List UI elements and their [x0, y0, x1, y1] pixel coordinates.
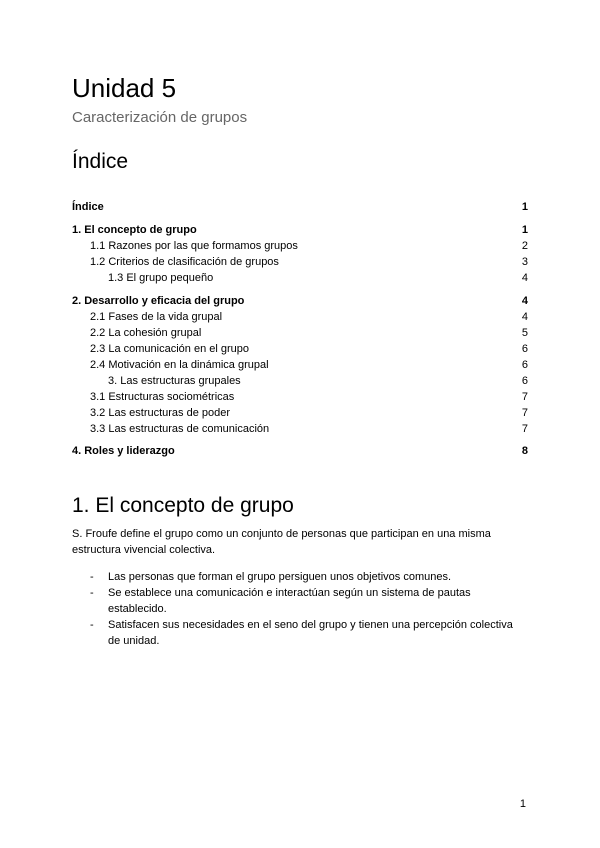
toc-entry-label: 4. Roles y liderazgo [72, 445, 175, 457]
toc-entry-page: 4 [521, 272, 528, 284]
index-heading: Índice [72, 150, 129, 173]
bullet-text: Satisfacen sus necesidades en el seno del grupo y tienen una percepción colectiva de unidad. [108, 619, 513, 647]
toc-entry-label: 1.1 Razones por las que formamos grupos [90, 240, 298, 252]
toc-entry-label: 3. Las estructuras grupales [108, 375, 241, 387]
toc-entry-label: 2.1 Fases de la vida grupal [90, 311, 223, 323]
toc-entry[interactable] [72, 199, 528, 215]
toc-entry-page: 5 [521, 327, 528, 339]
toc-entry-label: Índice [72, 201, 104, 213]
toc-entry-label: 3.2 Las estructuras de poder [90, 407, 231, 419]
toc-entry[interactable] [72, 238, 528, 254]
toc-entry-label: 2. Desarrollo y eficacia del grupo [72, 295, 245, 307]
bullet-item [72, 617, 528, 649]
toc-entry-label: 3.1 Estructuras sociométricas [90, 391, 235, 403]
toc-entry-page: 4 [521, 311, 528, 323]
toc-entry-page: 8 [521, 445, 528, 457]
bullet-marker: - [90, 571, 94, 583]
toc-entry-label: 2.4 Motivación en la dinámica grupal [90, 359, 269, 371]
toc-entry[interactable] [72, 222, 528, 238]
toc-entry-page: 6 [521, 343, 528, 355]
toc-entry-page: 7 [521, 391, 528, 403]
toc-entry[interactable] [72, 389, 528, 405]
toc-entry-page: 6 [521, 375, 528, 387]
toc-entry-label: 1.3 El grupo pequeño [108, 272, 214, 284]
toc-entry-page: 6 [521, 359, 528, 371]
document-title: Unidad 5 [72, 73, 177, 103]
toc-entry-page: 3 [521, 256, 528, 268]
toc-entry-label: 2.2 La cohesión grupal [90, 327, 202, 339]
toc-entry-page: 4 [521, 295, 528, 307]
toc-entry[interactable] [72, 254, 528, 270]
toc-entry-page: 1 [521, 224, 528, 236]
toc-entry-page: 7 [521, 407, 528, 419]
bullet-list [72, 569, 528, 649]
toc-entry-label: 1.2 Criterios de clasificación de grupos [90, 256, 279, 268]
toc-entry-page: 7 [521, 423, 528, 435]
toc-entry[interactable] [72, 341, 528, 357]
bullet-marker: - [90, 587, 94, 599]
toc-entry[interactable] [72, 357, 528, 373]
toc-entry[interactable] [72, 373, 528, 389]
toc-entry-page: 1 [521, 201, 528, 213]
bullet-marker: - [90, 619, 94, 631]
bullet-item [72, 585, 528, 617]
toc-entry[interactable] [72, 270, 528, 286]
toc-entry[interactable] [72, 309, 528, 325]
toc-entry[interactable] [72, 405, 528, 421]
toc-entry-page: 2 [521, 240, 528, 252]
toc-entry[interactable] [72, 421, 528, 437]
bullet-text: Las personas que forman el grupo persiguen unos objetivos comunes. [108, 571, 452, 583]
bullet-text: Se establece una comunicación e interactúan según un sistema de pautas establecido. [108, 587, 471, 615]
toc-entry-label: 3.3 Las estructuras de comunicación [90, 423, 270, 435]
toc-entry[interactable] [72, 325, 528, 341]
document-subtitle: Caracterización de grupos [72, 109, 248, 126]
section-heading: 1. El concepto de grupo [72, 494, 294, 517]
toc-entry[interactable] [72, 293, 528, 309]
bullet-item [72, 569, 528, 585]
toc-entry[interactable] [72, 443, 528, 459]
toc-entry-label: 1. El concepto de grupo [72, 224, 197, 236]
section-paragraph: S. Froufe define el grupo como un conjunto de personas que participan en una misma estructura vivencial colectiva. [72, 528, 491, 556]
page-number: 1 [519, 798, 526, 810]
toc-entry-label: 2.3 La comunicación en el grupo [90, 343, 249, 355]
